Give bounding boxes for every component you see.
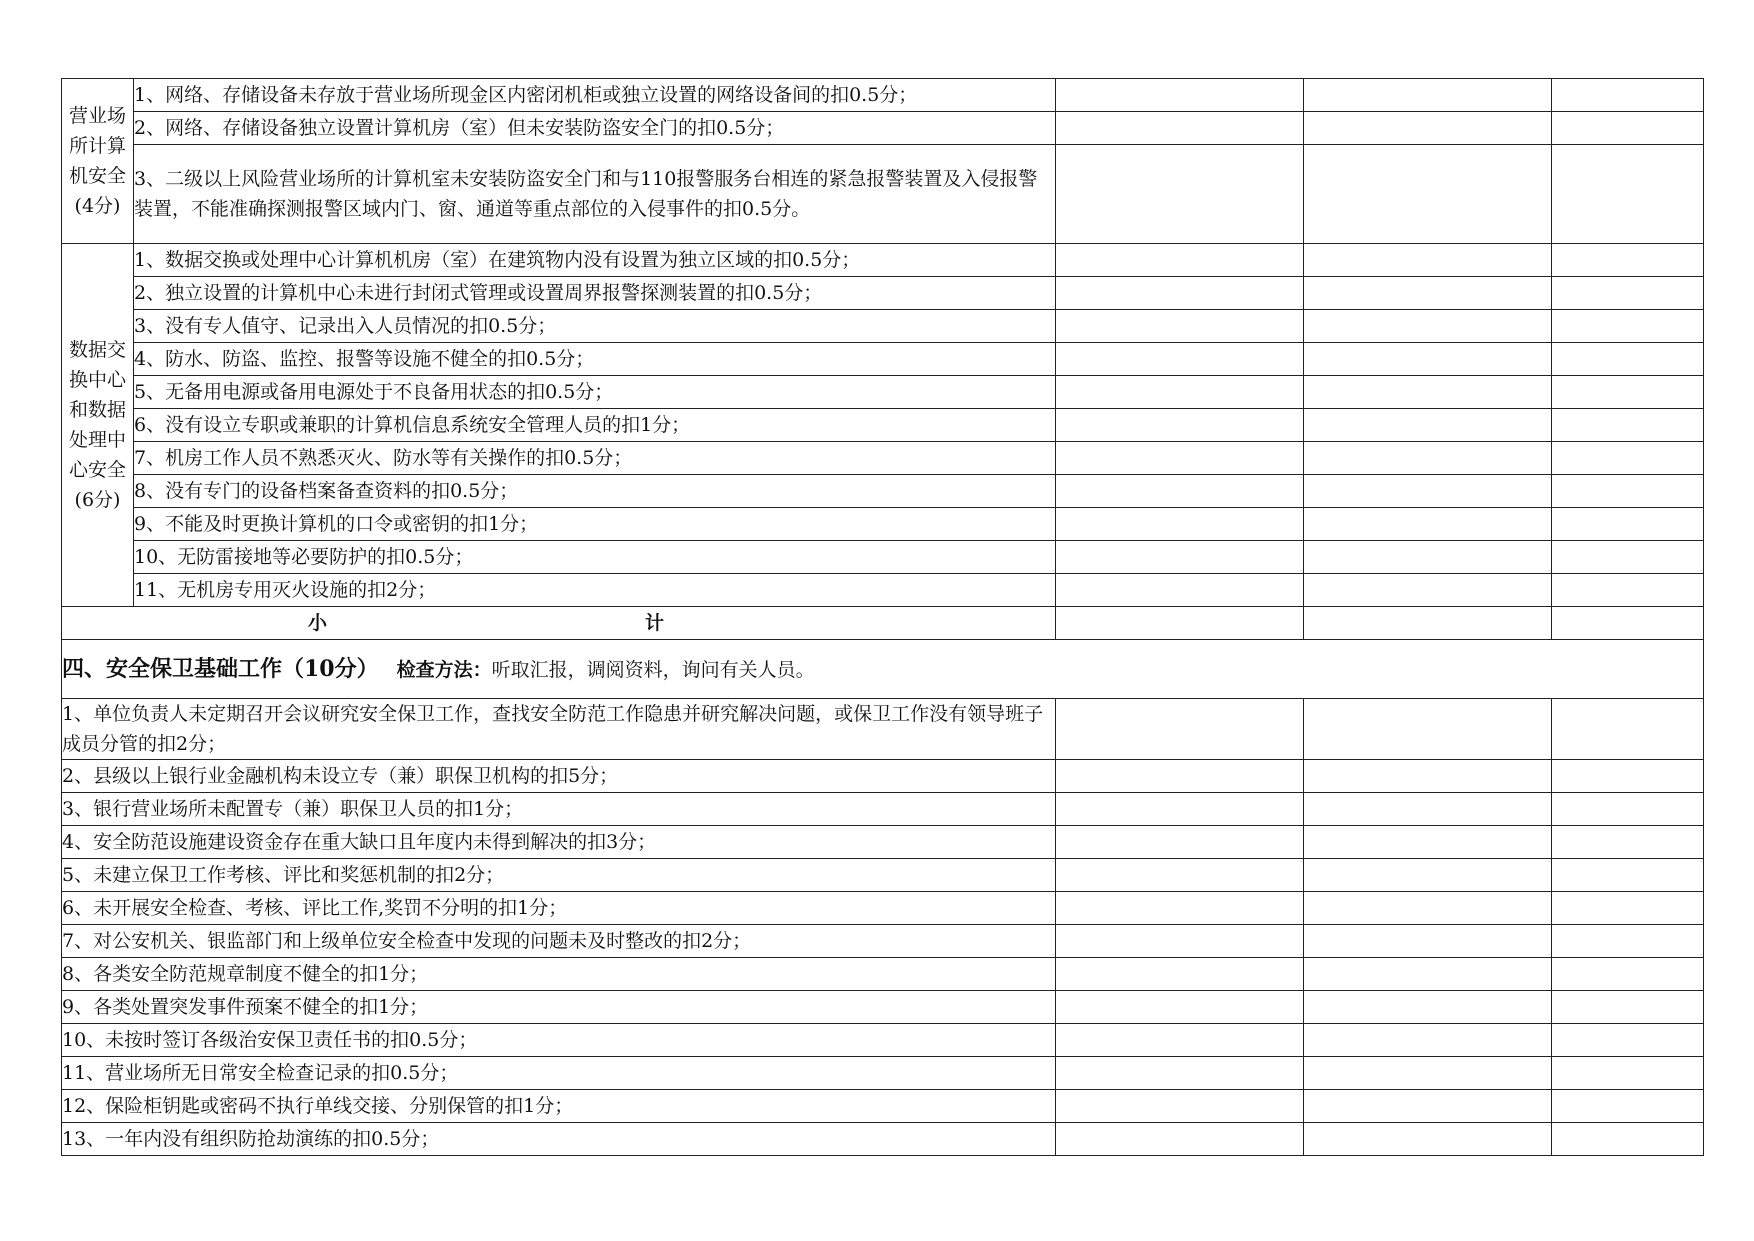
item-cell: 12、保险柜钥匙或密码不执行单线交接、分别保管的扣1分； — [62, 1090, 1056, 1123]
score-cell[interactable] — [1552, 475, 1704, 508]
score-cell[interactable] — [1056, 826, 1304, 859]
score-cell[interactable] — [1056, 607, 1304, 640]
table-row — [62, 925, 1704, 958]
score-cell[interactable] — [1056, 442, 1304, 475]
score-cell[interactable] — [1552, 958, 1704, 991]
item-cell: 8、各类安全防范规章制度不健全的扣1分； — [62, 958, 1056, 991]
subtotal-left: 小 — [308, 612, 328, 634]
table-row — [62, 145, 1704, 244]
score-cell[interactable] — [1304, 1123, 1552, 1156]
table-row — [62, 760, 1704, 793]
item-cell: 8、没有专门的设备档案备查资料的扣0.5分； — [134, 475, 1056, 508]
score-cell[interactable] — [1056, 277, 1304, 310]
item-cell: 11、营业场所无日常安全检查记录的扣0.5分； — [62, 1057, 1056, 1090]
score-cell[interactable] — [1552, 859, 1704, 892]
score-cell[interactable] — [1552, 760, 1704, 793]
score-cell[interactable] — [1552, 277, 1704, 310]
section-header — [62, 640, 1704, 699]
score-cell[interactable] — [1304, 112, 1552, 145]
score-cell[interactable] — [1304, 442, 1552, 475]
score-cell[interactable] — [1304, 475, 1552, 508]
score-cell[interactable] — [1056, 244, 1304, 277]
score-cell[interactable] — [1056, 859, 1304, 892]
table-row — [62, 475, 1704, 508]
score-cell[interactable] — [1056, 541, 1304, 574]
score-cell[interactable] — [1304, 859, 1552, 892]
item-cell: 13、一年内没有组织防抢劫演练的扣0.5分； — [62, 1123, 1056, 1156]
score-cell[interactable] — [1304, 892, 1552, 925]
score-cell[interactable] — [1552, 1123, 1704, 1156]
score-cell[interactable] — [1304, 1057, 1552, 1090]
score-cell[interactable] — [1304, 541, 1552, 574]
score-cell[interactable] — [1056, 145, 1304, 244]
score-cell[interactable] — [1304, 760, 1552, 793]
score-cell[interactable] — [1552, 1024, 1704, 1057]
table-row — [62, 508, 1704, 541]
item-cell: 7、对公安机关、银监部门和上级单位安全检查中发现的问题未及时整改的扣2分； — [62, 925, 1056, 958]
score-cell[interactable] — [1552, 310, 1704, 343]
score-cell[interactable] — [1552, 376, 1704, 409]
item-cell: 3、没有专人值守、记录出入人员情况的扣0.5分； — [134, 310, 1056, 343]
score-cell[interactable] — [1056, 1123, 1304, 1156]
score-cell[interactable] — [1304, 343, 1552, 376]
item-cell: 4、防水、防盗、监控、报警等设施不健全的扣0.5分； — [134, 343, 1056, 376]
score-cell[interactable] — [1056, 892, 1304, 925]
item-cell: 2、网络、存储设备独立设置计算机房（室）但未安装防盗安全门的扣0.5分； — [134, 112, 1056, 145]
score-cell[interactable] — [1552, 541, 1704, 574]
score-cell[interactable] — [1552, 244, 1704, 277]
table-row — [62, 244, 1704, 277]
score-cell[interactable] — [1056, 112, 1304, 145]
score-cell[interactable] — [1552, 442, 1704, 475]
score-cell[interactable] — [1304, 409, 1552, 442]
score-cell[interactable] — [1304, 1090, 1552, 1123]
section-header-row — [62, 640, 1704, 699]
method-label: 检查方法： — [396, 658, 492, 681]
table-row — [62, 1057, 1704, 1090]
score-cell[interactable] — [1552, 145, 1704, 244]
item-cell: 6、没有设立专职或兼职的计算机信息系统安全管理人员的扣1分； — [134, 409, 1056, 442]
table-row — [62, 1123, 1704, 1156]
subtotal-label — [62, 607, 1056, 640]
score-cell[interactable] — [1056, 310, 1304, 343]
table-row — [62, 892, 1704, 925]
table-row — [62, 409, 1704, 442]
score-cell[interactable] — [1552, 1090, 1704, 1123]
table-row — [62, 442, 1704, 475]
score-cell[interactable] — [1304, 699, 1552, 760]
score-cell[interactable] — [1056, 1057, 1304, 1090]
score-cell[interactable] — [1552, 343, 1704, 376]
score-cell[interactable] — [1056, 475, 1304, 508]
item-cell: 9、不能及时更换计算机的口令或密钥的扣1分； — [134, 508, 1056, 541]
score-cell[interactable] — [1552, 508, 1704, 541]
score-cell[interactable] — [1056, 376, 1304, 409]
table-row — [62, 1090, 1704, 1123]
table-row — [62, 1024, 1704, 1057]
table-row — [62, 826, 1704, 859]
score-cell[interactable] — [1552, 574, 1704, 607]
score-cell[interactable] — [1304, 925, 1552, 958]
item-cell: 1、网络、存储设备未存放于营业场所现金区内密闭机柜或独立设置的网络设备间的扣0.5分； — [134, 79, 1056, 112]
score-cell[interactable] — [1056, 958, 1304, 991]
table-row — [62, 859, 1704, 892]
item-cell: 7、机房工作人员不熟悉灭火、防水等有关操作的扣0.5分； — [134, 442, 1056, 475]
item-cell: 3、银行营业场所未配置专（兼）职保卫人员的扣1分； — [62, 793, 1056, 826]
score-cell[interactable] — [1552, 112, 1704, 145]
item-cell: 11、无机房专用灭火设施的扣2分； — [134, 574, 1056, 607]
score-cell[interactable] — [1056, 760, 1304, 793]
item-cell: 5、未建立保卫工作考核、评比和奖惩机制的扣2分； — [62, 859, 1056, 892]
item-cell: 3、二级以上风险营业场所的计算机室未安装防盗安全门和与110报警服务台相连的紧急报警装置及入侵报警装置，不能准确探测报警区域内门、窗、通道等重点部位的入侵事件的扣0.5分。 — [134, 145, 1056, 244]
score-cell[interactable] — [1304, 277, 1552, 310]
table-row — [62, 991, 1704, 1024]
category-cell: 营业场所计算机安全(4分) — [62, 79, 134, 244]
score-cell[interactable] — [1056, 925, 1304, 958]
score-cell[interactable] — [1304, 958, 1552, 991]
item-cell: 5、无备用电源或备用电源处于不良备用状态的扣0.5分； — [134, 376, 1056, 409]
score-cell[interactable] — [1056, 1090, 1304, 1123]
score-cell[interactable] — [1056, 343, 1304, 376]
score-cell[interactable] — [1552, 991, 1704, 1024]
table-row — [62, 277, 1704, 310]
score-cell[interactable] — [1552, 826, 1704, 859]
score-cell[interactable] — [1552, 409, 1704, 442]
score-cell[interactable] — [1056, 79, 1304, 112]
score-cell[interactable] — [1304, 1024, 1552, 1057]
category-cell: 数据交换中心和数据处理中心安全(6分) — [62, 244, 134, 607]
score-cell[interactable] — [1304, 508, 1552, 541]
section-title: 四、安全保卫基础工作（10分） — [62, 655, 379, 682]
item-cell: 2、独立设置的计算机中心未进行封闭式管理或设置周界报警探测装置的扣0.5分； — [134, 277, 1056, 310]
item-cell: 10、无防雷接地等必要防护的扣0.5分； — [134, 541, 1056, 574]
item-cell: 10、未按时签订各级治安保卫责任书的扣0.5分； — [62, 1024, 1056, 1057]
inspection-table — [61, 78, 1704, 1156]
table-row — [62, 541, 1704, 574]
score-cell[interactable] — [1552, 699, 1704, 760]
table-row — [62, 79, 1704, 112]
item-cell: 6、未开展安全检查、考核、评比工作,奖罚不分明的扣1分； — [62, 892, 1056, 925]
score-cell[interactable] — [1552, 79, 1704, 112]
item-cell: 1、数据交换或处理中心计算机机房（室）在建筑物内没有设置为独立区域的扣0.5分； — [134, 244, 1056, 277]
subtotal-right: 计 — [645, 612, 665, 634]
table-row — [62, 343, 1704, 376]
score-cell[interactable] — [1304, 145, 1552, 244]
item-cell: 2、县级以上银行业金融机构未设立专（兼）职保卫机构的扣5分； — [62, 760, 1056, 793]
score-cell[interactable] — [1304, 793, 1552, 826]
score-cell[interactable] — [1056, 793, 1304, 826]
score-cell[interactable] — [1056, 574, 1304, 607]
score-cell[interactable] — [1552, 1057, 1704, 1090]
score-cell[interactable] — [1056, 508, 1304, 541]
score-cell[interactable] — [1304, 244, 1552, 277]
method-text: 听取汇报，调阅资料，询问有关人员。 — [491, 658, 815, 681]
table-row — [62, 958, 1704, 991]
table-row — [62, 376, 1704, 409]
score-cell[interactable] — [1552, 925, 1704, 958]
score-cell[interactable] — [1304, 376, 1552, 409]
score-cell[interactable] — [1304, 574, 1552, 607]
table-row — [62, 574, 1704, 607]
score-cell[interactable] — [1056, 1024, 1304, 1057]
table-row — [62, 699, 1704, 760]
subtotal-row — [62, 607, 1704, 640]
item-cell: 4、安全防范设施建设资金存在重大缺口且年度内未得到解决的扣3分； — [62, 826, 1056, 859]
score-cell[interactable] — [1056, 699, 1304, 760]
score-cell[interactable] — [1056, 409, 1304, 442]
score-cell[interactable] — [1304, 991, 1552, 1024]
table-row — [62, 112, 1704, 145]
score-cell[interactable] — [1304, 826, 1552, 859]
table-row — [62, 310, 1704, 343]
score-cell[interactable] — [1304, 607, 1552, 640]
score-cell[interactable] — [1552, 793, 1704, 826]
score-cell[interactable] — [1304, 79, 1552, 112]
score-cell[interactable] — [1552, 892, 1704, 925]
item-cell: 9、各类处置突发事件预案不健全的扣1分； — [62, 991, 1056, 1024]
score-cell[interactable] — [1552, 607, 1704, 640]
score-cell[interactable] — [1304, 310, 1552, 343]
table-row — [62, 793, 1704, 826]
score-cell[interactable] — [1056, 991, 1304, 1024]
item-cell: 1、单位负责人未定期召开会议研究安全保卫工作，查找安全防范工作隐患并研究解决问题，或保卫工作没有领导班子成员分管的扣2分； — [62, 699, 1056, 760]
